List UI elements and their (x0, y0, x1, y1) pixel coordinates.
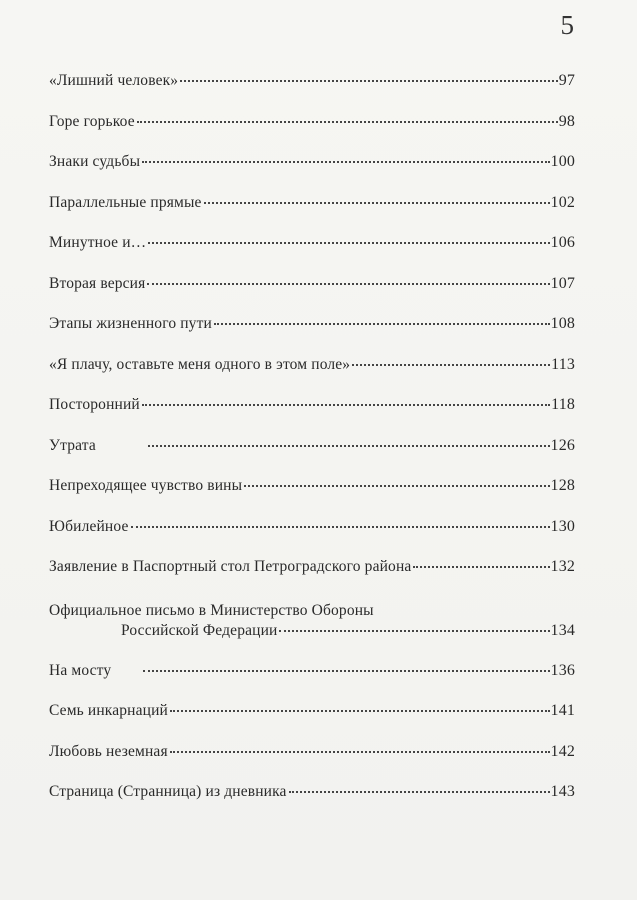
toc-entry (49, 477, 575, 518)
toc-entry-title: Любовь неземная (49, 742, 168, 760)
toc-entry (49, 356, 575, 397)
dot-leader (148, 444, 550, 447)
toc-entry-page: 128 (550, 477, 575, 494)
toc-entry-page: 108 (550, 315, 575, 332)
toc-entry-title: Утрата (49, 436, 96, 454)
toc-entry-page: 113 (551, 355, 575, 373)
dot-leader (244, 484, 549, 487)
dot-leader (143, 669, 549, 672)
dot-leader (170, 750, 550, 753)
toc-entry (49, 194, 575, 235)
toc-entry-title: Знаки судьбы (49, 153, 141, 170)
dot-leader (147, 282, 549, 285)
dot-leader (142, 403, 550, 406)
toc-entry-title: Непреходящее чувство вины (49, 477, 243, 494)
toc-entry-title: Минутное и… (49, 234, 147, 251)
toc-entry-title: Вторая версия (49, 274, 146, 292)
toc-entry-title: Горе горькое (49, 112, 135, 130)
toc-entry (49, 234, 575, 275)
toc-entry-title-line1: Официальное письмо в Министерство Обороны (49, 601, 374, 619)
toc-entry-title-line2: Российской Федерации (121, 621, 278, 639)
toc-entry (49, 315, 575, 356)
toc-entry-page: 136 (550, 661, 575, 679)
toc-entry-title: Семь инкарнаций (49, 702, 168, 719)
dot-leader (214, 322, 550, 325)
dot-leader (279, 629, 549, 632)
toc-entry-line2 (49, 621, 575, 641)
toc-entry (49, 437, 575, 478)
toc-entry (49, 783, 575, 824)
toc-entry (49, 153, 575, 194)
dot-leader (204, 201, 550, 204)
dot-leader (137, 120, 558, 123)
toc-entry (49, 518, 575, 559)
toc-entry-title: Юбилейное (49, 517, 129, 535)
dot-leader (289, 790, 550, 793)
toc-entry-page: 130 (550, 517, 575, 535)
toc-entry-title: «Я плачу, оставьте меня одного в этом поле» (49, 355, 351, 373)
toc-entry-page: 132 (550, 558, 575, 575)
toc-entry-page: 142 (550, 742, 575, 760)
dot-leader (142, 160, 549, 163)
toc-entry-page: 106 (550, 234, 575, 251)
toc-entry-page: 143 (550, 783, 575, 800)
toc-entry-title: Этапы жизненного пути (49, 315, 212, 332)
toc-entry-page: 100 (550, 153, 575, 170)
toc-entry (49, 396, 575, 437)
toc-entry (49, 743, 575, 784)
toc-entry (49, 558, 575, 599)
dot-leader (148, 241, 549, 244)
toc-entry-page: 141 (550, 702, 575, 719)
toc-entry-title: «Лишний человек» (49, 72, 179, 89)
toc-entry-title: Параллельные прямые (49, 193, 202, 211)
dot-leader (413, 565, 549, 568)
page-number: 5 (560, 10, 574, 40)
dot-leader (180, 79, 557, 82)
toc-entry (49, 113, 575, 154)
toc-entry-page: 126 (550, 436, 575, 454)
toc-entry (49, 72, 575, 113)
toc-entry-page: 107 (550, 274, 575, 292)
toc-entry-page: 98 (558, 112, 575, 130)
toc-entry (49, 662, 575, 703)
dot-leader (352, 363, 550, 366)
toc-entry-page: 118 (551, 396, 575, 413)
toc-entry-title: Страница (Странница) из дневника (49, 783, 287, 800)
toc-entry-page: 97 (558, 72, 575, 89)
dot-leader (170, 709, 550, 712)
toc-entry (49, 275, 575, 316)
table-of-contents (49, 72, 575, 824)
toc-entry (49, 702, 575, 743)
dot-leader (131, 525, 550, 528)
toc-entry-title: Заявление в Паспортный стол Петроградского района (49, 558, 412, 575)
toc-entry-title: Посторонний (49, 396, 140, 413)
toc-entry (49, 599, 575, 662)
toc-entry-title: На мосту (49, 661, 112, 679)
toc-entry-page: 102 (550, 193, 575, 211)
toc-entry-page: 134 (550, 621, 575, 639)
